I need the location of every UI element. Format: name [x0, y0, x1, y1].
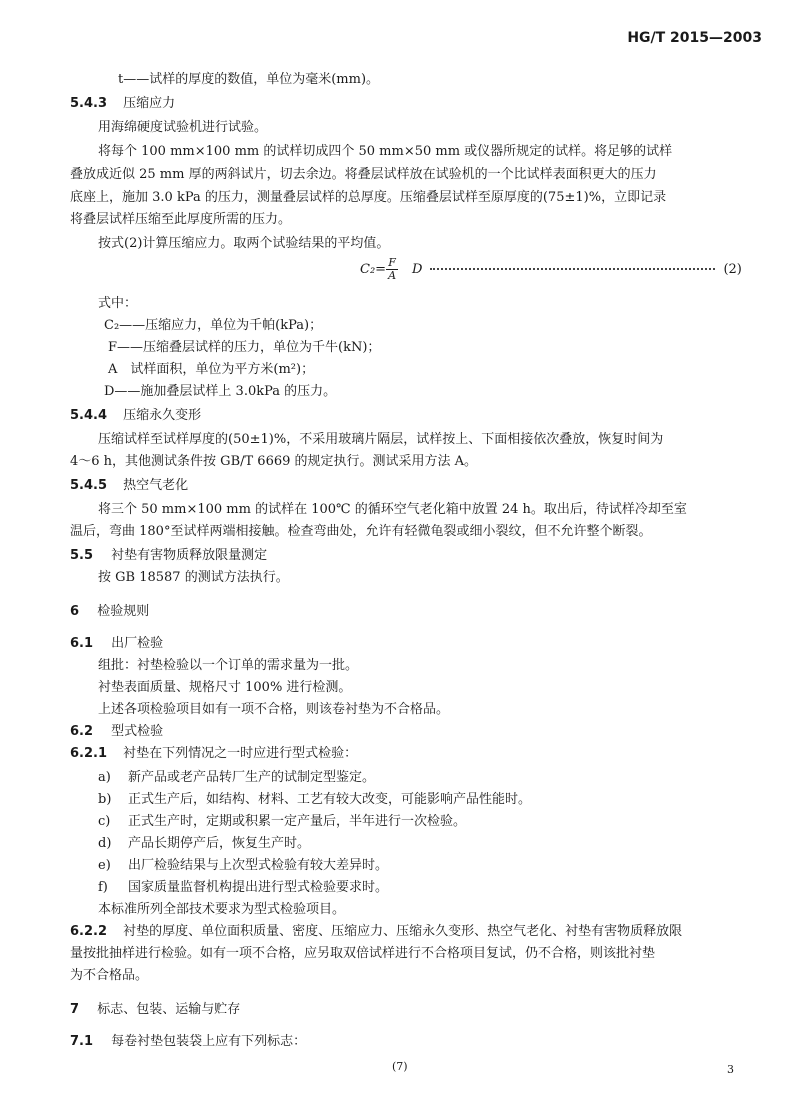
list-text: 出厂检验结果与上次型式检验有较大差异时。 [128, 858, 389, 873]
section-title: 标志、包装、运输与贮存 [97, 1002, 241, 1017]
paragraph: 将叠层试样压缩至此厚度所需的压力。 [70, 212, 292, 227]
page-number: 3 [727, 1063, 734, 1076]
definition-f: F——压缩叠层试样的压力，单位为千牛(kN)； [108, 340, 381, 355]
paragraph: 4～6 h，其他测试条件按 GB/T 6669 的规定执行。测试采用方法 A。 [70, 454, 478, 469]
section-title: 衬垫在下列情况之一时应进行型式检验： [123, 746, 358, 761]
paragraph: 按 GB 18587 的测试方法执行。 [98, 570, 289, 585]
section-5-4-5-heading [70, 474, 188, 493]
list-label: c) [98, 814, 111, 829]
section-6-2-1-heading [70, 742, 357, 761]
list-item [98, 766, 375, 785]
section-title: 检验规则 [97, 604, 150, 619]
section-number: 6.2.1 [70, 746, 108, 761]
section-number: 7.1 [70, 1034, 94, 1049]
section-5-4-3-heading [70, 92, 175, 111]
paragraph: 本标准所列全部技术要求为型式检验项目。 [98, 902, 346, 917]
section-title: 衬垫有害物质释放限量测定 [111, 548, 268, 563]
section-number: 5.5 [70, 548, 94, 563]
section-title: 出厂检验 [111, 636, 164, 651]
paragraph: 压缩试样至试样厚度的(50±1)%，不采用玻璃片隔层，试样按上、下面相接依次叠放，恢复时间为 [98, 432, 664, 447]
formula-fraction [386, 257, 398, 282]
list-item [98, 788, 531, 807]
where-label: 式中： [98, 296, 138, 311]
paragraph: 衬垫表面质量、规格尺寸 100% 进行检测。 [98, 680, 352, 695]
list-item [98, 832, 310, 851]
section-number: 6.2.2 [70, 924, 108, 939]
paragraph: 衬垫的厚度、单位面积质量、密度、压缩应力、压缩永久变形、热空气老化、衬垫有害物质释放限 [123, 924, 683, 939]
paragraph: 将三个 50 mm×100 mm 的试样在 100℃ 的循环空气老化箱中放置 24 h。取出后，待试样冷却至室 [98, 502, 687, 517]
section-number: 5.4.5 [70, 478, 108, 493]
list-label: b) [98, 792, 112, 807]
list-item [98, 876, 388, 895]
list-label: a) [98, 770, 111, 785]
list-text: 国家质量监督机构提出进行型式检验要求时。 [128, 880, 389, 895]
list-text: 新产品或老产品转厂生产的试制定型鉴定。 [128, 770, 376, 785]
formula-2 [360, 254, 742, 284]
section-number: 6.2 [70, 724, 94, 739]
paragraph: 上述各项检验项目如有一项不合格，则该卷衬垫为不合格品。 [98, 702, 450, 717]
list-text: 正式生产后，如结构、材料、工艺有较大改变，可能影响产品性能时。 [128, 792, 532, 807]
section-number: 5.4.4 [70, 408, 108, 423]
section-title: 热空气老化 [123, 478, 189, 493]
paragraph: 组批：衬垫检验以一个订单的需求量为一批。 [98, 658, 359, 673]
section-6-heading [70, 600, 149, 619]
leader-dots [430, 268, 715, 270]
section-6-1-heading [70, 632, 163, 651]
paragraph: 将每个 100 mm×100 mm 的试样切成四个 50 mm×50 mm 或仪器所规定的试样。将足够的试样 [98, 144, 673, 159]
list-label: e) [98, 858, 111, 873]
section-title: 型式检验 [111, 724, 164, 739]
list-item [98, 854, 388, 873]
definition-c: C₂——压缩应力，单位为千帕(kPa)； [104, 318, 323, 333]
footer-center-number: (7) [392, 1060, 408, 1073]
section-6-2-heading [70, 720, 163, 739]
paragraph: 底座上，施加 3.0 kPa 的压力，测量叠层试样的总厚度。压缩叠层试样至原厚度的(75±1)%，立即记录 [70, 190, 667, 205]
section-number: 6.1 [70, 636, 94, 651]
formula-number: (2) [723, 261, 742, 277]
section-number: 7 [70, 1002, 80, 1017]
paragraph: 为不合格品。 [70, 968, 149, 983]
list-text: 产品长期停产后，恢复生产时。 [128, 836, 311, 851]
section-title: 每卷衬垫包装袋上应有下列标志： [111, 1034, 307, 1049]
definition-a: A 试样面积，单位为平方米(m²)； [108, 362, 315, 377]
definition-t: t——试样的厚度的数值，单位为毫米(mm)。 [118, 72, 380, 87]
paragraph: 温后，弯曲 180°至试样两端相接触。检查弯曲处，允许有轻微龟裂或细小裂纹，但不允许整个断裂。 [70, 524, 652, 539]
formula-lhs: C₂= [360, 261, 387, 277]
list-label: d) [98, 836, 112, 851]
formula-numerator: F [386, 257, 398, 270]
section-number: 5.4.3 [70, 96, 108, 111]
section-7-1-heading [70, 1030, 306, 1049]
formula-rhs: D [412, 261, 423, 277]
section-5-5-heading [70, 544, 267, 563]
list-text: 正式生产时，定期或积累一定产量后，半年进行一次检验。 [128, 814, 467, 829]
standard-number: HG/T 2015—2003 [627, 30, 762, 46]
section-number: 6 [70, 604, 80, 619]
section-5-4-4-heading [70, 404, 201, 423]
section-6-2-2 [70, 920, 682, 939]
formula-denominator: A [388, 268, 397, 282]
section-7-heading [70, 998, 240, 1017]
section-title: 压缩永久变形 [123, 408, 202, 423]
section-title: 压缩应力 [123, 96, 176, 111]
definition-d: D——施加叠层试样上 3.0kPa 的压力。 [104, 384, 337, 399]
paragraph: 按式(2)计算压缩应力。取两个试验结果的平均值。 [98, 236, 390, 251]
paragraph: 叠放成近似 25 mm 厚的两斜试片，切去余边。将叠层试样放在试验机的一个比试样表面积更大的压力 [70, 167, 657, 182]
paragraph: 量按批抽样进行检验。如有一项不合格，应另取双倍试样进行不合格项目复试，仍不合格，则该批衬垫 [70, 946, 656, 961]
list-label: f) [98, 880, 108, 895]
list-item [98, 810, 466, 829]
paragraph: 用海绵硬度试验机进行试验。 [98, 120, 268, 135]
